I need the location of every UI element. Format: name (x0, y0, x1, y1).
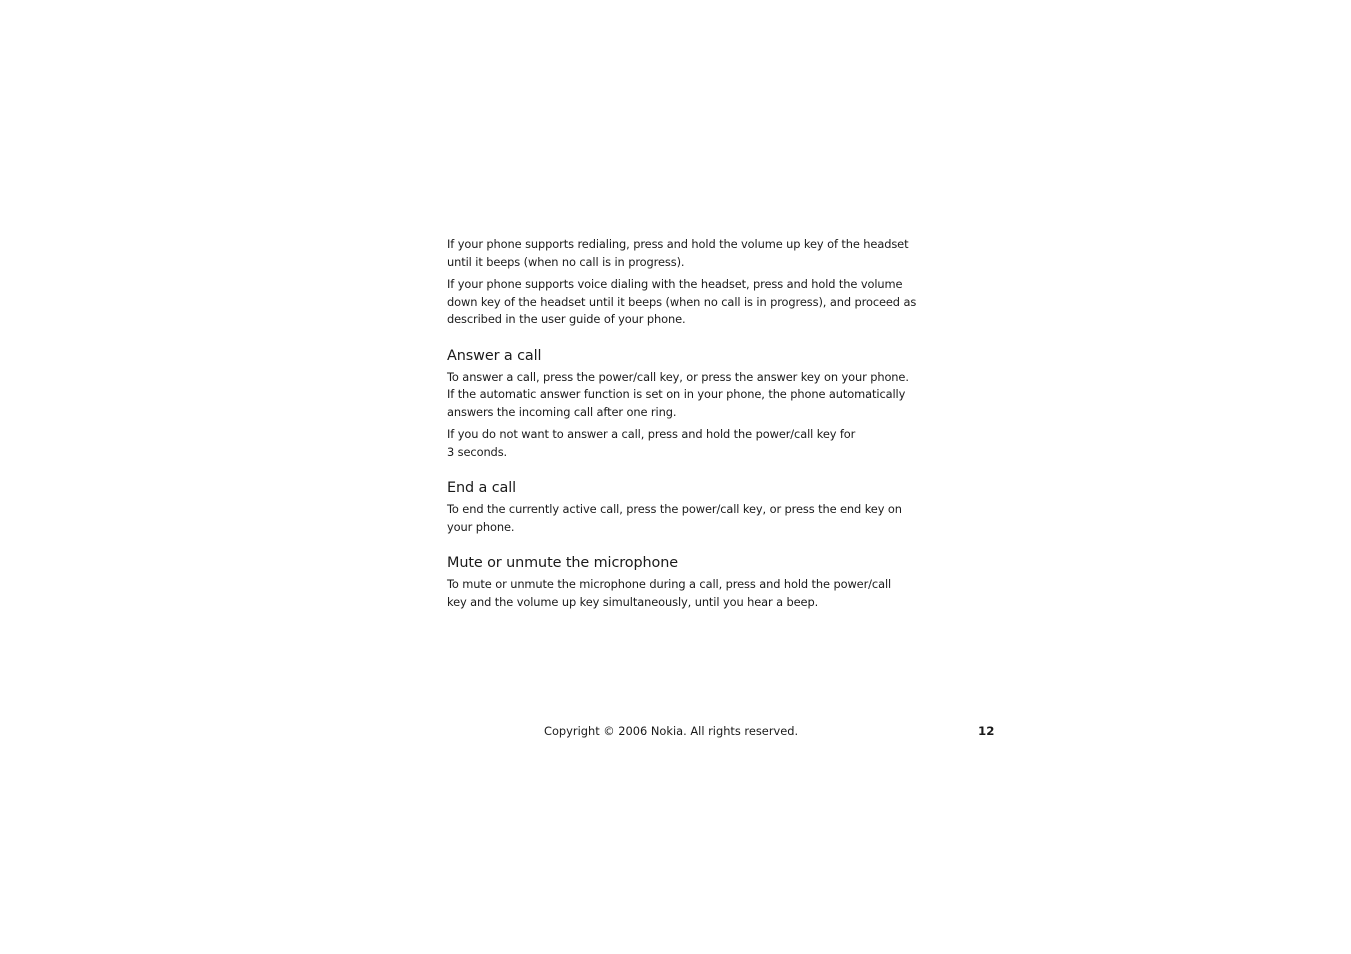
end-call-paragraph: To end the currently active call, press the power/call key, or press the end key on your phone. (447, 502, 902, 534)
mute-heading: Mute or unmute the microphone (447, 555, 679, 571)
end-call-heading: End a call (447, 480, 517, 496)
page-content (447, 236, 917, 616)
page-number: 12 (978, 724, 995, 738)
answer-call-heading: Answer a call (447, 347, 542, 364)
reject-call-paragraph: If you do not want to answer a call, press and hold the power/call key for 3 seconds. (447, 427, 856, 459)
answer-call-paragraph: To answer a call, press the power/call key, or press the answer key on your phone. If the automatic answer function is set on in your phone, the phone automatically answers the incoming call after one ring. (447, 369, 909, 419)
copyright-footer: Copyright © 2006 Nokia. All rights reserved. (544, 724, 799, 738)
mute-paragraph: To mute or unmute the microphone during a call, press and hold the power/call key and the volume up key simultaneously, until you hear a beep. (447, 577, 892, 609)
redial-paragraph: If your phone supports redialing, press and hold the volume up key of the headset until it beeps (when no call is in progress). (447, 237, 909, 269)
voice-dial-paragraph: If your phone supports voice dialing with the headset, press and hold the volume down key of the headset until it beeps (when no call is in progress), and proceed as described in the user guide of your phone. (447, 277, 917, 326)
